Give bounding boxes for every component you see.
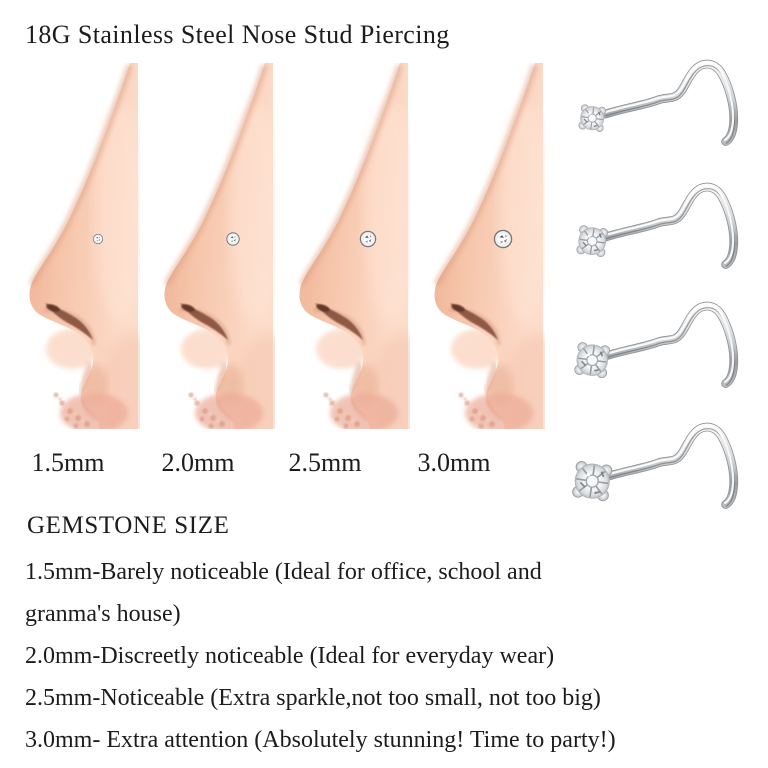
description-line-5: 3.0mm- Extra attention (Absolutely stunning! Time to party!) bbox=[25, 727, 616, 753]
nose-stud-icon bbox=[494, 230, 512, 248]
gem-icon bbox=[574, 342, 610, 378]
nose-stud-icon bbox=[93, 234, 103, 244]
description-line-1: 1.5mm-Barely noticeable (Ideal for office, school and bbox=[25, 559, 542, 585]
gemstone-size-heading: GEMSTONE SIZE bbox=[27, 512, 230, 539]
nose-size-figure-4 bbox=[425, 63, 545, 429]
nose-size-figure-3 bbox=[290, 63, 410, 429]
nose-image bbox=[434, 63, 545, 429]
size-label-2: 2.0mm bbox=[161, 448, 235, 477]
size-descriptions bbox=[25, 551, 745, 761]
description-line-4: 2.5mm-Noticeable (Extra sparkle,not too small, not too big) bbox=[25, 685, 601, 711]
screw-stud-photo-1 bbox=[560, 55, 765, 167]
description-line-3: 2.0mm-Discreetly noticeable (Ideal for everyday wear) bbox=[25, 643, 555, 669]
nose-stud-icon bbox=[227, 233, 240, 246]
nose-image bbox=[29, 63, 140, 429]
nose-image bbox=[164, 63, 275, 429]
screw-wire bbox=[605, 304, 735, 385]
screw-wire bbox=[605, 425, 735, 506]
nose-stud-icon bbox=[360, 231, 376, 247]
screw-wire bbox=[605, 62, 735, 143]
screw-wire bbox=[605, 185, 735, 266]
product-title: 18G Stainless Steel Nose Stud Piercing bbox=[25, 20, 450, 49]
size-label-4: 3.0mm bbox=[417, 448, 491, 477]
screw-stud-photo-2 bbox=[560, 178, 765, 290]
screw-stud-photo-4 bbox=[560, 418, 765, 530]
size-label-1: 1.5mm bbox=[31, 448, 105, 477]
gem-icon bbox=[572, 461, 613, 502]
size-label-3: 2.5mm bbox=[288, 448, 362, 477]
description-line-2: granma's house) bbox=[25, 601, 181, 627]
gem-icon bbox=[578, 104, 606, 132]
nose-size-figure-2 bbox=[155, 63, 275, 429]
nose-size-figure-1 bbox=[20, 63, 140, 429]
nose-image bbox=[299, 63, 410, 429]
gem-icon bbox=[576, 225, 608, 257]
screw-stud-photo-3 bbox=[560, 297, 765, 409]
